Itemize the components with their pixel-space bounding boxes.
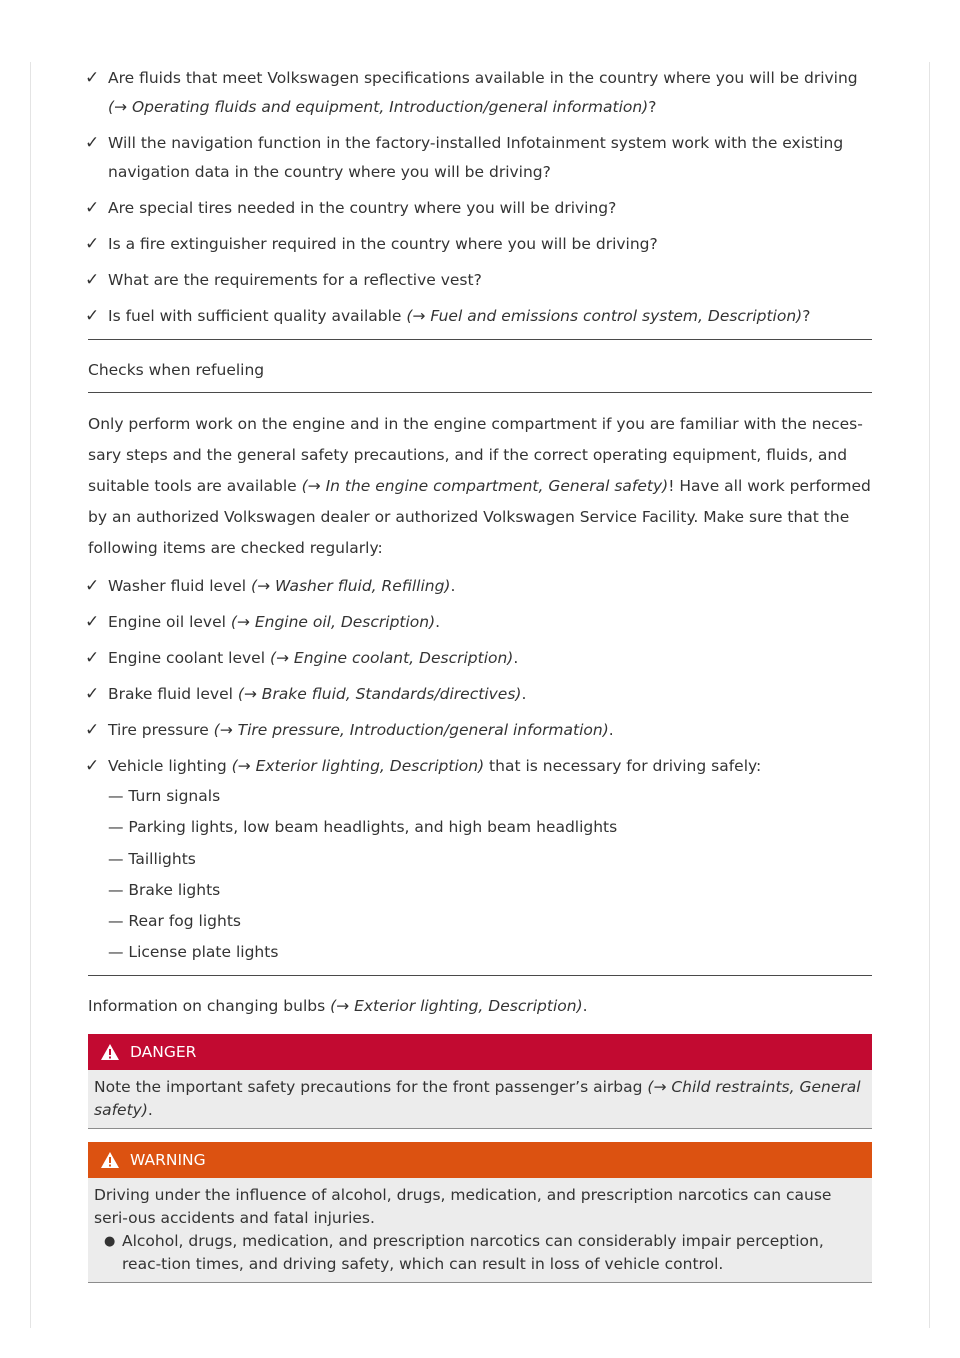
danger-box [88, 1034, 872, 1129]
cross-reference-link[interactable]: (→ In the engine compartment, General safety) [301, 477, 669, 495]
list-item: — Turn signals [108, 787, 221, 805]
check-icon: ✓ [85, 68, 100, 88]
page-edge-right [929, 62, 930, 1328]
check-icon: ✓ [85, 756, 100, 776]
warning-label: WARNING [130, 1150, 206, 1169]
list-item: ✓ Vehicle lighting (→ Exterior lighting, Description) that is necessary for driving safely: [88, 752, 872, 781]
list-item: ✓ What are the requirements for a reflective vest? [88, 266, 872, 295]
check-icon: ✓ [85, 270, 100, 290]
check-icon: ✓ [85, 648, 100, 668]
divider [88, 392, 872, 393]
list-item: — License plate lights [108, 943, 279, 962]
warning-triangle-icon [100, 1043, 120, 1061]
check-icon: ✓ [85, 133, 100, 153]
warning-triangle-icon [100, 1151, 120, 1169]
warning-body [88, 1178, 872, 1283]
cross-reference-link[interactable]: (→ Fuel and emissions control system, Description) [406, 307, 803, 325]
list-item: ✓ Is fuel with sufficient quality available (→ Fuel and emissions control system, Description)? [88, 302, 872, 331]
danger-label: DANGER [130, 1042, 197, 1061]
list-item: ✓ Washer fluid level (→ Washer fluid, Refilling). [88, 572, 872, 601]
warning-header [88, 1142, 872, 1178]
warning-box [88, 1142, 872, 1283]
danger-body: Note the important safety precautions for the front passenger’s airbag (→ Child restraints, General safety). [88, 1070, 872, 1129]
list-item: ✓ Tire pressure (→ Tire pressure, Introduction/general information). [88, 716, 872, 745]
cross-reference-link[interactable]: (→ Brake fluid, Standards/directives) [237, 685, 522, 703]
page-edge-left [30, 62, 31, 1328]
cross-reference-link[interactable]: (→ Engine oil, Description) [230, 613, 436, 631]
check-icon: ✓ [85, 612, 100, 632]
list-item: — Rear fog lights [108, 912, 241, 931]
checklist-refuel [85, 572, 872, 781]
checklist-top [85, 64, 872, 331]
cross-reference-link[interactable]: (→ Engine coolant, Description) [269, 649, 514, 667]
list-item: ✓ Are fluids that meet Volkswagen specifications available in the country where you will be driving (→ Operating fluids and equipment, Introduction/general information)? [88, 64, 872, 122]
list-item: ✓ Engine coolant level (→ Engine coolant, Description). [88, 644, 872, 673]
check-icon: ✓ [85, 306, 100, 326]
check-icon: ✓ [85, 234, 100, 254]
bulbs-info: Information on changing bulbs (→ Exterior lighting, Description). [88, 996, 588, 1015]
section-heading: Checks when refueling [88, 361, 265, 379]
check-icon: ✓ [85, 576, 100, 596]
list-item: ✓ Are special tires needed in the country where you will be driving? [88, 194, 872, 223]
cross-reference-link[interactable]: (→ Tire pressure, Introduction/general information) [213, 721, 609, 739]
cross-reference-link[interactable]: (→ Operating fluids and equipment, Introduction/general information) [108, 98, 649, 116]
list-item: — Brake lights [108, 880, 221, 899]
list-item: — Taillights [108, 849, 196, 868]
cross-reference-link[interactable]: (→ Exterior lighting, Description) [330, 996, 583, 1015]
warning-text: Driving under the influence of alcohol, drugs, medication, and prescription narcotics can cause seri-ous accidents and fatal injuries. [94, 1185, 832, 1227]
page-content [85, 64, 872, 1296]
bullet-icon: ● [104, 1233, 116, 1249]
danger-header [88, 1034, 872, 1070]
check-icon: ✓ [85, 720, 100, 740]
check-icon: ✓ [85, 198, 100, 218]
list-item: ✓ Is a fire extinguisher required in the country where you will be driving? [88, 230, 872, 259]
cross-reference-link[interactable]: (→ Exterior lighting, Description) [231, 757, 485, 775]
intro-paragraph: Only perform work on the engine and in the engine compartment if you are familiar with the neces-sary steps and the general safety precautions, and if the correct operating equipment, fluids, and suitable tools are available (→ In the engine compartment, General safety)! Have all work performed by an authorized Volkswagen dealer or authorized Volkswagen Service Facility. Make sure that the following items are checked regularly: [88, 415, 871, 557]
list-item: ✓ Engine oil level (→ Engine oil, Description). [88, 608, 872, 637]
divider [88, 339, 872, 340]
list-item: ✓ Will the navigation function in the factory-installed Infotainment system work with the existing navigation data in the country where you will be driving? [88, 129, 872, 187]
cross-reference-link[interactable]: (→ Washer fluid, Refilling) [251, 577, 451, 595]
list-item: — Parking lights, low beam headlights, and high beam headlights [108, 818, 618, 837]
check-icon: ✓ [85, 684, 100, 704]
warning-bullet: ● Alcohol, drugs, medication, and prescription narcotics can considerably impair perception, reac-tion times, and driving safety, which can result in loss of vehicle control. [104, 1231, 824, 1273]
list-item: ✓ Brake fluid level (→ Brake fluid, Standards/directives). [88, 680, 872, 709]
divider [88, 975, 872, 976]
lights-list [108, 781, 872, 969]
cross-reference-link[interactable]: (→ Child restraints, General safety) [94, 1077, 861, 1119]
